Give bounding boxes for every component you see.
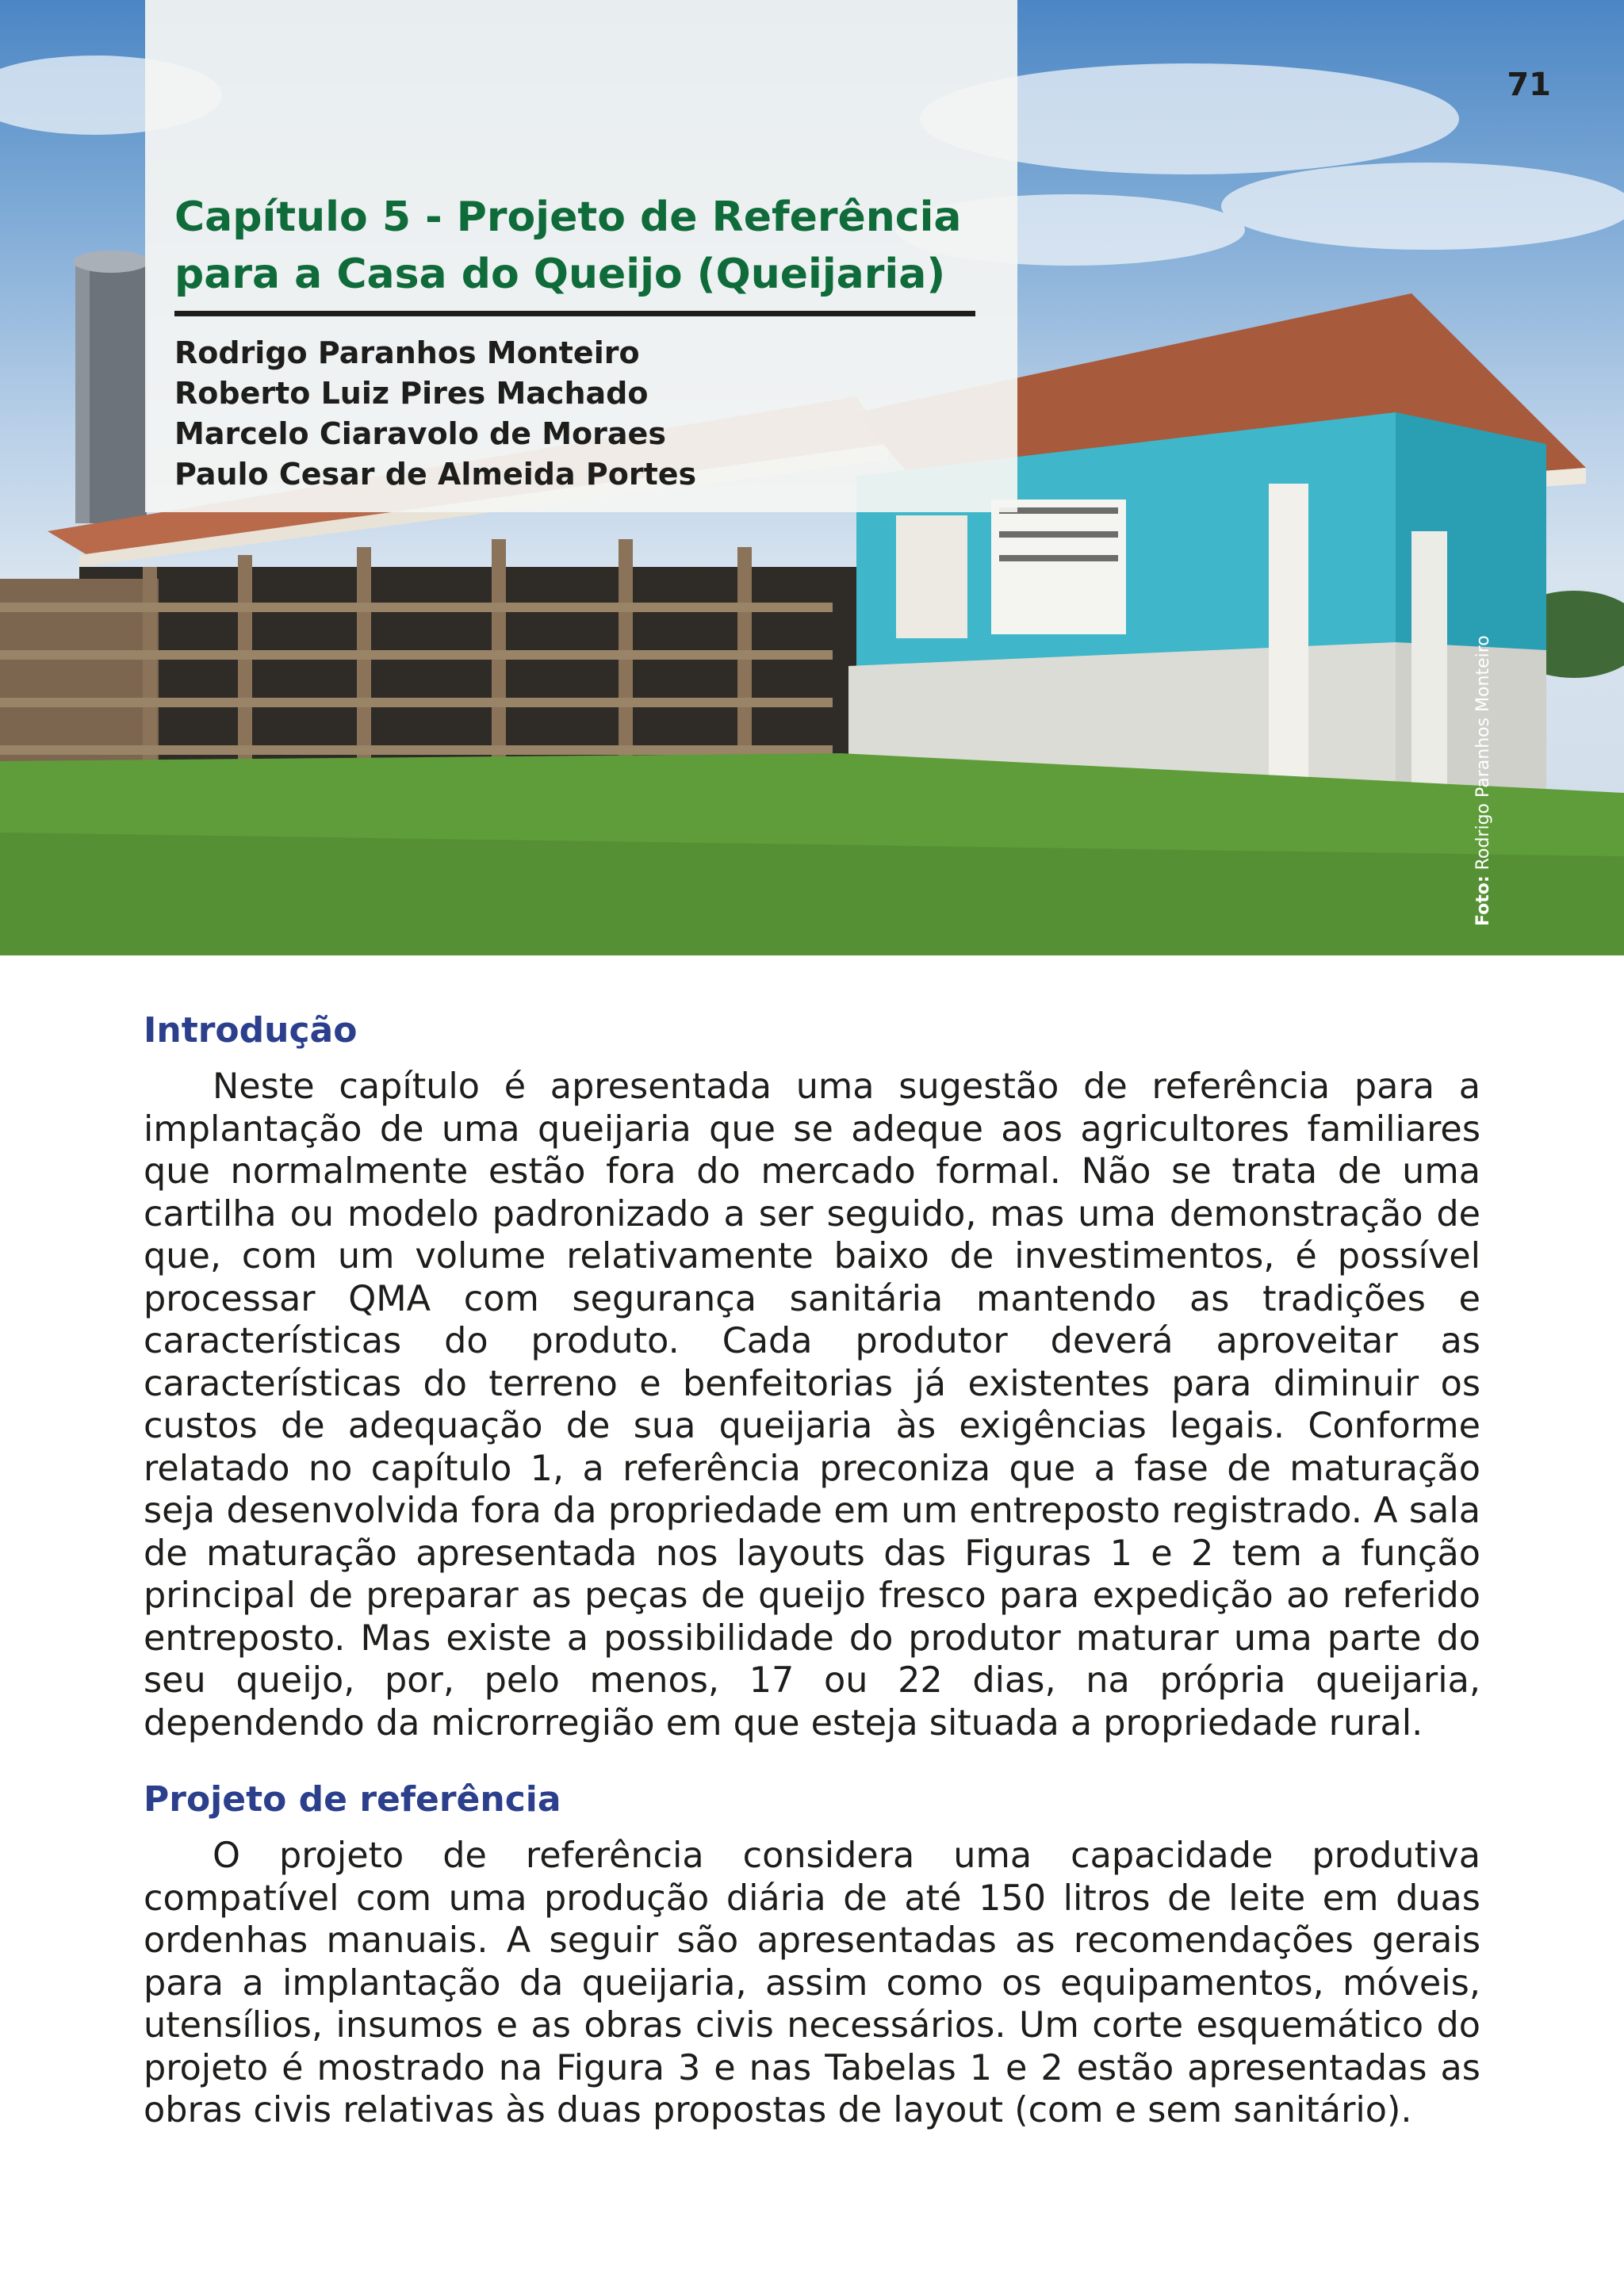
title-divider (174, 311, 975, 316)
header-photo (0, 0, 1624, 955)
section-projeto-de-referencia (144, 1776, 1480, 2132)
chapter-body (144, 1007, 1480, 2132)
photo-credit-label: Foto: (1473, 875, 1493, 926)
author-list (174, 333, 696, 495)
photo-credit-name: Rodrigo Paranhos Monteiro (1473, 635, 1493, 871)
section-introducao (144, 1007, 1480, 1744)
chapter-title: Capítulo 5 - Projeto de Referência para a Casa do Queijo (Queijaria) (174, 193, 962, 298)
chapter-title-panel (145, 0, 1017, 512)
photo-credit (1473, 635, 1493, 926)
section-heading: Introdução (144, 1010, 358, 1051)
section-heading: Projeto de referência (144, 1779, 561, 1820)
page-number: 71 (1507, 67, 1551, 103)
author-name: Roberto Luiz Pires Machado (174, 376, 649, 411)
corral (0, 539, 888, 781)
water-tank (73, 251, 149, 523)
author-name: Marcelo Ciaravolo de Moraes (174, 416, 666, 451)
author-name: Paulo Cesar de Almeida Portes (174, 457, 697, 492)
section-paragraph: O projeto de referência considera uma capacidade produtiva compatível com uma produção diária de até 150 litros de leite em duas ordenhas manuais. A seguir são apresentadas as recomendações gerais para a implantação da queijaria, assim como os equipamentos, móveis, utensílios, insumos e as obras civis necessários. Um corte esquemático do projeto é mostrado na Figura 3 e nas Tabelas 1 e 2 estão apresentadas as obras civis relativas às duas propostas de layout (com e sem sanitário). (144, 1836, 1480, 2130)
section-paragraph: Neste capítulo é apresentada uma sugestão de referência para a implantação de uma queijaria que se adeque aos agricultores familiares que normalmente estão fora do mercado formal. Não se trata de uma cartilha ou modelo padronizado a ser seguido, mas uma demonstração de que, com um volume relativamente baixo de investimentos, é possível processar QMA com segurança sanitária mantendo as tradições e características do produto. Cada produtor deverá aproveitar as características do terreno e benfeitorias já existentes para diminuir os custos de adequação de sua queijaria às exigências legais. Conforme relatado no capítulo 1, a referência preconiza que a fase de maturação seja desenvolvida fora da propriedade em um entreposto registrado. A sala de maturação apresentada nos layouts das Figuras 1 e 2 tem a função principal de preparar as peças de queijo fresco para expedição ao referido entreposto. Mas existe a possibilidade do produtor maturar uma parte do seu queijo, por, pelo menos, 17 ou 22 dias, na própria queijaria, dependendo da microrregião em que esteja situada a propriedade rural. (144, 1066, 1480, 1744)
author-name: Rodrigo Paranhos Monteiro (174, 335, 640, 370)
